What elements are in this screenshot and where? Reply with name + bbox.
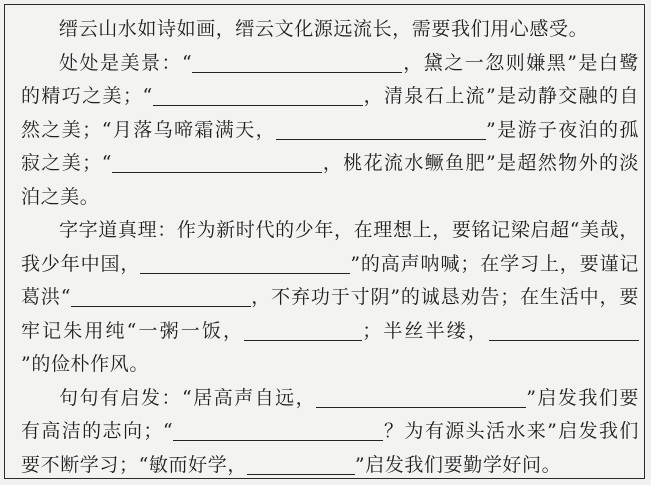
scenery-text-5: ，桃花流水鳜鱼肥”是超然物外的淡泊之美。	[21, 152, 639, 208]
scenery-text-2: ，黛之一忽则嫌黑”是白鹭的精巧之美；“	[21, 51, 639, 107]
truth-text-2: ”的高声呐喊；在学习上，要谨记葛洪“	[21, 252, 639, 308]
intro-text: 缙云山水如诗如画，缙云文化源远流长，需要我们用心感受。	[59, 18, 589, 40]
answer-blank-4[interactable]	[112, 150, 322, 173]
answer-blank-7[interactable]	[244, 318, 362, 341]
paragraph-intro	[21, 13, 639, 47]
answer-blank-11[interactable]	[247, 452, 355, 475]
inspire-text-3: ？为有源头活水来”启发我们要不断学习；“敏而好学，	[21, 420, 640, 476]
answer-blank-1[interactable]	[192, 50, 402, 73]
answer-blank-2[interactable]	[153, 83, 363, 106]
answer-blank-8[interactable]	[489, 318, 639, 341]
answer-blank-10[interactable]	[173, 418, 383, 441]
inspire-text-4: ”启发我们要勤学好问。	[354, 453, 562, 476]
answer-blank-6[interactable]	[71, 284, 251, 307]
scenery-text-3: ，清泉石上流”是动静交融的自然之美；“月落乌啼霜满天，	[21, 85, 639, 141]
truth-text-4: ；半丝半缕，	[362, 319, 489, 342]
scenery-text-4: ”是游子夜泊的孤寂之美；“	[21, 118, 639, 174]
paragraph-scenery	[21, 47, 639, 215]
truth-text-3: ，不弃功于寸阴”的诚恳劝告；在生活中，要牢记朱用纯“一粥一饭，	[21, 286, 640, 342]
truth-text-5: ”的俭朴作风。	[21, 353, 149, 375]
exercise-content	[21, 13, 639, 482]
truth-text-1: 字字道真理：作为新时代的少年，在理想上，要铭记梁启超“美哉，我少年中国，	[21, 219, 639, 275]
exercise-frame	[4, 4, 645, 479]
inspire-text-1: 句句有启发：“居高声自远，	[59, 386, 317, 409]
answer-blank-9[interactable]	[316, 385, 526, 408]
answer-blank-3[interactable]	[276, 117, 486, 140]
inspire-text-2: ”启发我们要有高洁的志向；“	[21, 386, 639, 442]
paragraph-truth	[21, 214, 639, 382]
answer-blank-5[interactable]	[140, 251, 350, 274]
scenery-text-1: 处处是美景：“	[59, 51, 193, 74]
paragraph-inspire	[21, 382, 639, 483]
